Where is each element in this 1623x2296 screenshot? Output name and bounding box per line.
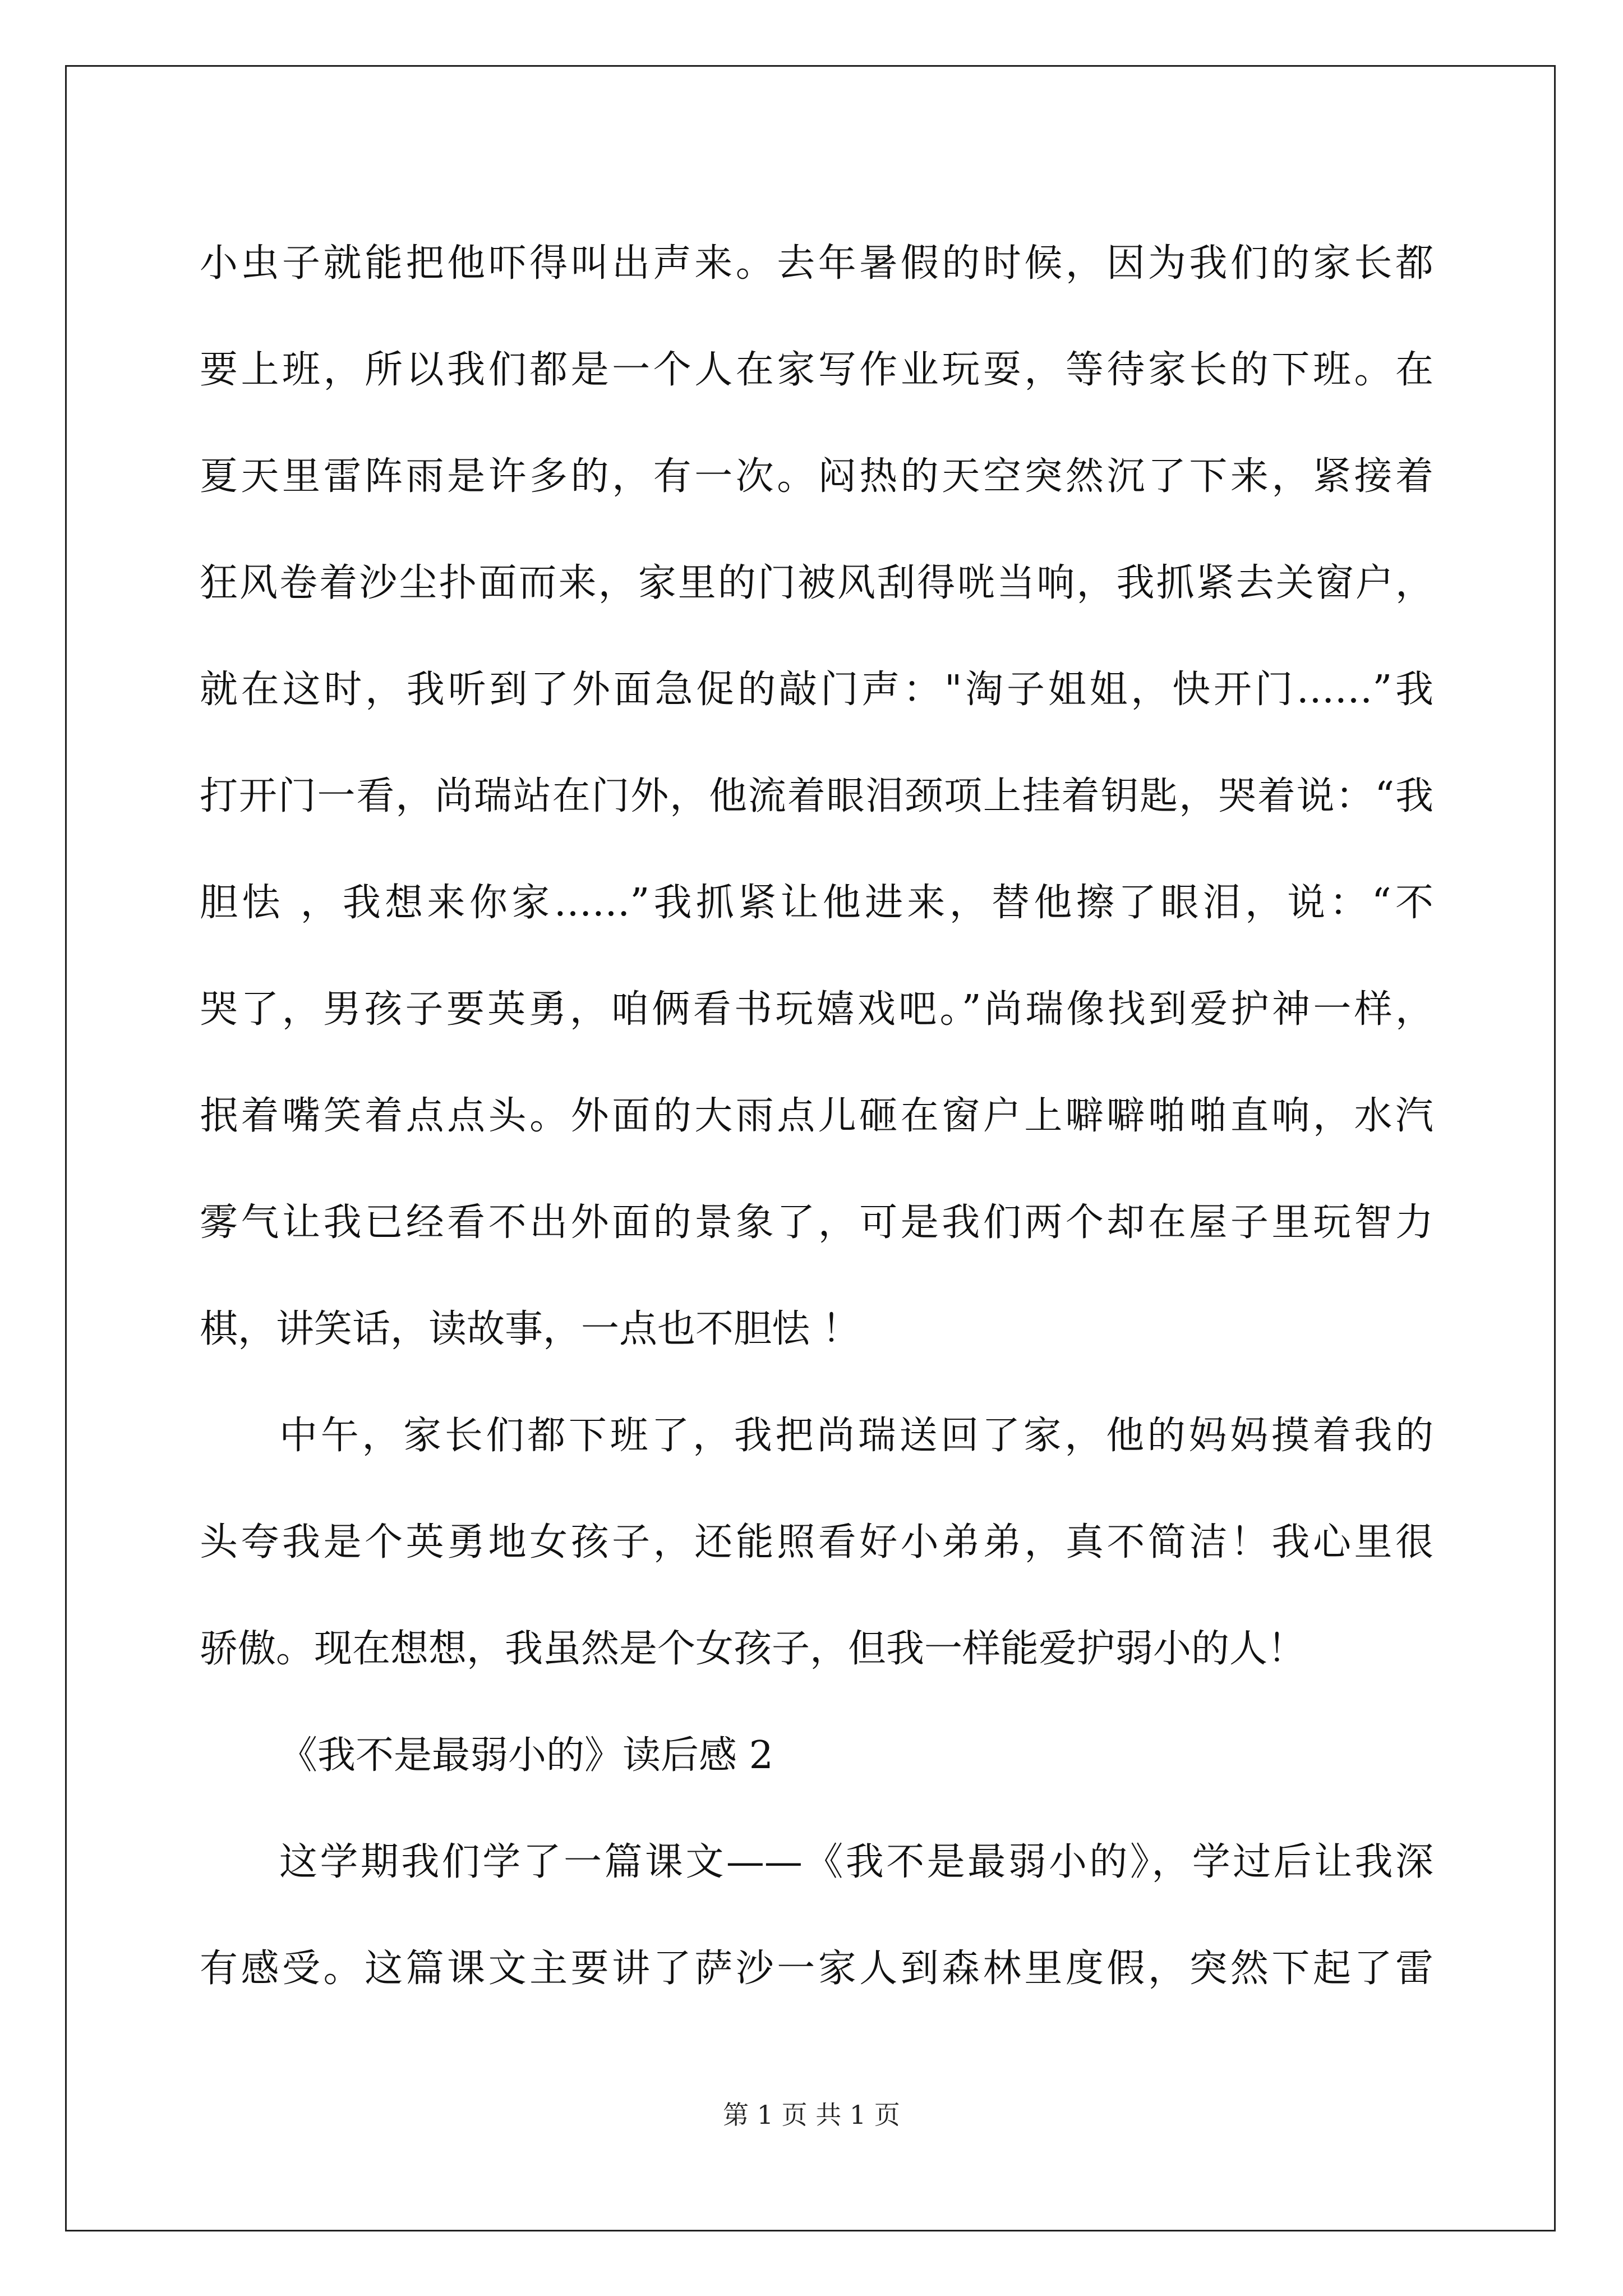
page-number-footer: 第 1 页 共 1 页 — [723, 2100, 900, 2130]
text-line: 头夸我是个英勇地女孩子，还能照看好小弟弟，真不简洁！我心里很 — [200, 1520, 1433, 1565]
text-line: 胆怯 ，我想来你家……”我抓紧让他进来，替他擦了眼泪，说：“不 — [200, 881, 1433, 925]
text-line: 夏天里雷阵雨是许多的，有一次。闷热的天空突然沉了下来，紧接着 — [200, 454, 1433, 499]
text-line: 这学期我们学了一篇课文——《我不是最弱小的》，学过后让我深 — [279, 1840, 1433, 1884]
text-line: 打开门一看，尚瑞站在门外，他流着眼泪颈项上挂着钥匙，哭着说：“我 — [200, 774, 1433, 818]
text-line: 中午，家长们都下班了，我把尚瑞送回了家，他的妈妈摸着我的 — [279, 1414, 1433, 1458]
text-line: 就在这时，我听到了外面急促的敲门声："淘子姐姐，快开门……”我 — [200, 668, 1433, 712]
text-line: 骄傲。现在想想，我虽然是个女孩子，但我一样能爱护弱小的人！ — [200, 1627, 1306, 1671]
text-line: 小虫子就能把他吓得叫出声来。去年暑假的时候，因为我们的家长都 — [200, 241, 1433, 286]
text-line: 抿着嘴笑着点点头。外面的大雨点儿砸在窗户上噼噼啪啪直响，水汽 — [200, 1094, 1433, 1138]
text-line: 雾气让我已经看不出外面的景象了，可是我们两个却在屋子里玩智力 — [200, 1200, 1433, 1245]
text-line: 棋，讲笑话，读故事，一点也不胆怯 ！ — [200, 1307, 860, 1351]
text-line: 狂风卷着沙尘扑面而来，家里的门被风刮得咣当响，我抓紧去关窗户， — [200, 561, 1433, 605]
text-line: 哭了，男孩子要英勇，咱俩看书玩嬉戏吧。”尚瑞像找到爱护神一样， — [200, 987, 1433, 1032]
text-line: 有感受。这篇课文主要讲了萨沙一家人到森林里度假，突然下起了雷 — [200, 1947, 1433, 1991]
section-heading: 《我不是最弱小的》读后感 2 — [279, 1733, 773, 1778]
document-body — [200, 210, 1433, 2022]
text-line: 要上班，所以我们都是一个人在家写作业玩耍，等待家长的下班。在 — [200, 348, 1433, 392]
